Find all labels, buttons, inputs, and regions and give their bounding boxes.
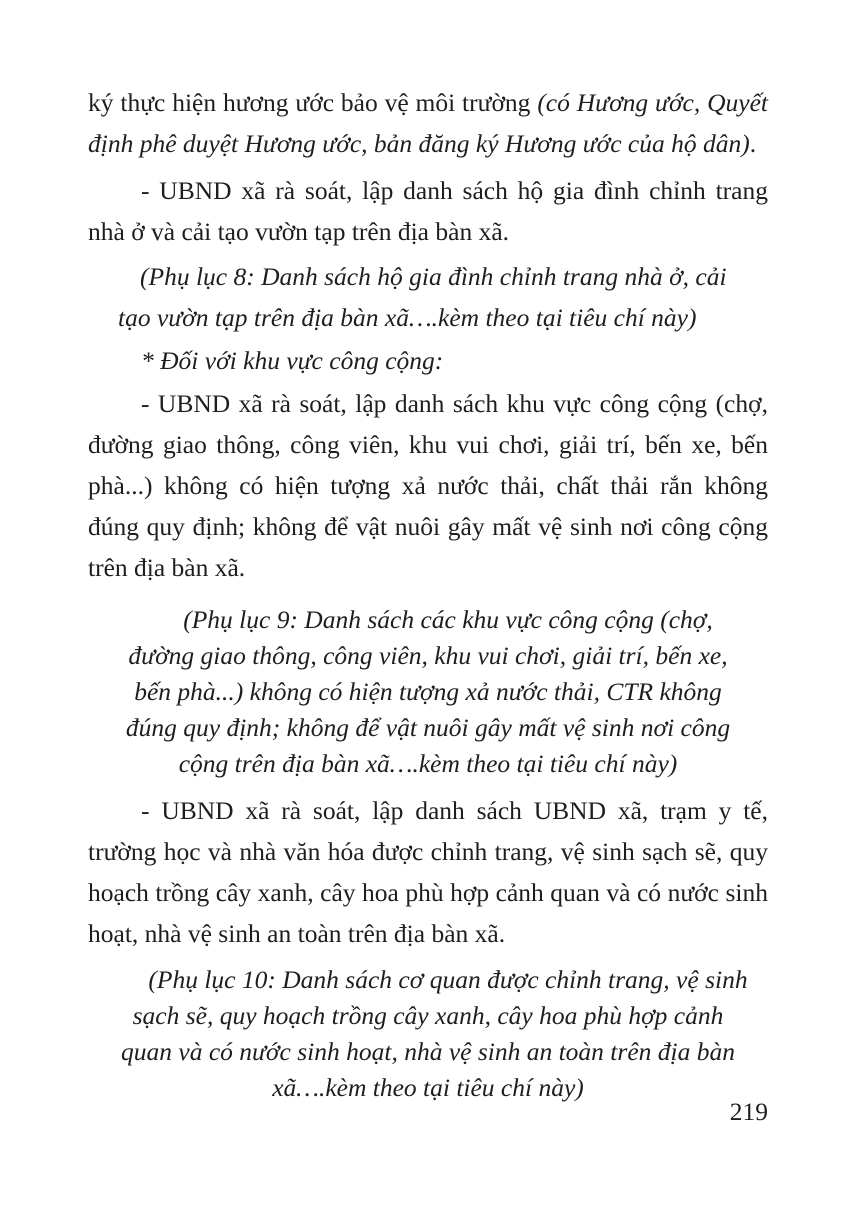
appendix-note-9-line-4: đúng quy định; không để vật nuôi gây mất vệ sinh nơi công xyxy=(125,713,731,742)
section-heading-public-area: * Đối với khu vực công cộng: xyxy=(141,346,444,375)
appendix-note-10-line-1: (Phụ lục 10: Danh sách cơ quan được chỉnh trang, vệ sinh xyxy=(148,965,748,994)
appendix-note-10 xyxy=(88,962,768,1106)
paragraph-3: - UBND xã rà soát, lập danh sách khu vực công cộng (chợ, đường giao thông, công viên, khu vui chơi, giải trí, bến xe, bến phà...) không có hiện tượng xả nước thải, chất thải rắn không đúng quy định; không để vật nuôi gây mất vệ sinh nơi công cộng trên địa bàn xã. xyxy=(88,389,768,582)
appendix-note-8 xyxy=(88,256,768,338)
page-number: 219 xyxy=(729,1097,768,1126)
appendix-note-10-line-3: quan và có nước sinh hoạt, nhà vệ sinh an toàn trên địa bàn xyxy=(121,1037,735,1066)
appendix-note-9-line-5: cộng trên địa bàn xã….kèm theo tại tiêu chí này) xyxy=(178,749,678,778)
appendix-note-9-line-3: bến phà...) không có hiện tượng xả nước thải, CTR không xyxy=(134,677,722,706)
paragraph-1-end: . xyxy=(749,129,757,158)
paragraph-4: - UBND xã rà soát, lập danh sách UBND xã, trạm y tế, trường học và nhà văn hóa được chỉnh trang, vệ sinh sạch sẽ, quy hoạch trồng cây xanh, cây hoa phù hợp cảnh quan và có nước sinh hoạt, nhà vệ sinh an toàn trên địa bàn xã. xyxy=(88,796,768,948)
paragraph-2: - UBND xã rà soát, lập danh sách hộ gia đình chỉnh trang nhà ở và cải tạo vườn tạp trên địa bàn xã. xyxy=(88,176,768,246)
paragraph-1-text: ký thực hiện hương ước bảo vệ môi trường xyxy=(88,88,538,117)
appendix-note-9-line-1: (Phụ lục 9: Danh sách các khu vực công cộng (chợ, xyxy=(183,605,713,634)
appendix-note-10-line-2: sạch sẽ, quy hoạch trồng cây xanh, cây hoa phù hợp cảnh xyxy=(132,1001,724,1030)
paragraph-1-italic: (có Hương ước, Quyết định phê duyệt Hương ước, bản đăng ký Hương ước của hộ dân) xyxy=(88,88,769,158)
appendix-note-9-line-2: đường giao thông, công viên, khu vui chơi, giải trí, bến xe, xyxy=(128,641,728,670)
appendix-note-9 xyxy=(88,602,768,782)
appendix-note-8-line-2: tạo vườn tạp trên địa bàn xã….kèm theo tại tiêu chí này) xyxy=(118,303,697,332)
paragraph-1 xyxy=(88,82,768,164)
appendix-note-10-line-4: xã….kèm theo tại tiêu chí này) xyxy=(272,1073,584,1102)
appendix-note-8-line-1: (Phụ lục 8: Danh sách hộ gia đình chỉnh trang nhà ở, cải xyxy=(140,262,727,291)
page-body xyxy=(88,82,768,1106)
